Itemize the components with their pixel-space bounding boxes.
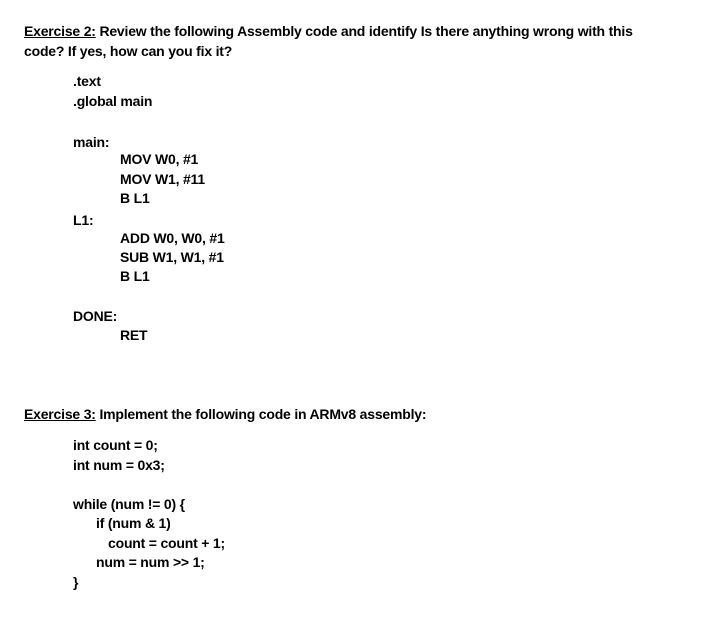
- code-line: }: [73, 574, 79, 590]
- code-directive-text: .text: [73, 73, 101, 89]
- code-line: ADD W0, W0, #1: [120, 230, 225, 246]
- code-label-l1: L1:: [73, 212, 94, 228]
- exercise-2-prompt-line-1: [24, 22, 633, 40]
- code-line: MOV W1, #11: [120, 171, 205, 187]
- code-line: SUB W1, W1, #1: [120, 249, 224, 265]
- code-line: RET: [120, 327, 148, 343]
- code-line: MOV W0, #1: [120, 151, 199, 167]
- exercise-2-prompt-text: Review the following Assembly code and identify Is there anything wrong with this: [95, 23, 633, 39]
- code-line: if (num & 1): [96, 515, 171, 531]
- code-line: int count = 0;: [73, 437, 158, 453]
- code-line: while (num != 0) {: [73, 496, 185, 512]
- code-line: num = num >> 1;: [96, 554, 205, 570]
- code-line: B L1: [120, 268, 150, 284]
- exercise-2-label: Exercise 2:: [24, 23, 96, 39]
- exercise-2-prompt-line-2: code? If yes, how can you fix it?: [24, 43, 233, 59]
- code-label-main: main:: [73, 134, 110, 150]
- exercise-3-prompt: [24, 405, 426, 423]
- exercise-3-label: Exercise 3:: [24, 406, 96, 422]
- code-directive-global: .global main: [73, 93, 153, 109]
- code-line: B L1: [120, 190, 150, 206]
- exercise-3-prompt-text: Implement the following code in ARMv8 assembly:: [95, 406, 427, 422]
- code-label-done: DONE:: [73, 308, 118, 324]
- code-line: count = count + 1;: [108, 535, 225, 551]
- code-line: int num = 0x3;: [73, 457, 165, 473]
